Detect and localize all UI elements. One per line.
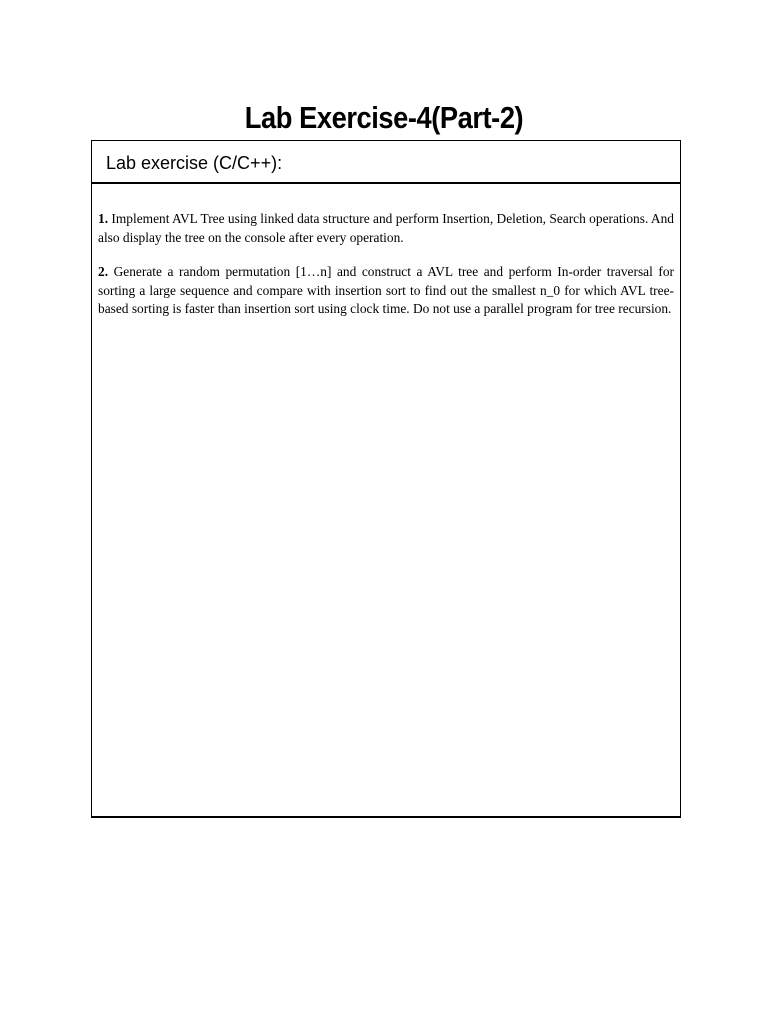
section-heading: Lab exercise (C/C++): [106, 152, 283, 173]
exercise-box [91, 140, 681, 818]
task-text: Implement AVL Tree using linked data structure and perform Insertion, Deletion, Search operations. And also display the tree on the console after every operation. [98, 211, 674, 245]
exercise-box-header [92, 141, 680, 184]
task-number: 2. [98, 264, 109, 279]
task-text: Generate a random permutation [1…n] and construct a AVL tree and perform In-order traversal for sorting a large sequence and compare with insertion sort to find out the smallest n_0 for which AVL tree-based sorting is faster than insertion sort using clock time. Do not use a parallel program for tree recursion. [98, 264, 674, 316]
task-item-2 [98, 263, 674, 319]
exercise-box-body [92, 184, 680, 319]
task-item-1 [98, 210, 674, 247]
task-number: 1. [98, 211, 109, 226]
page-title: Lab Exercise-4(Part-2) [244, 100, 524, 135]
